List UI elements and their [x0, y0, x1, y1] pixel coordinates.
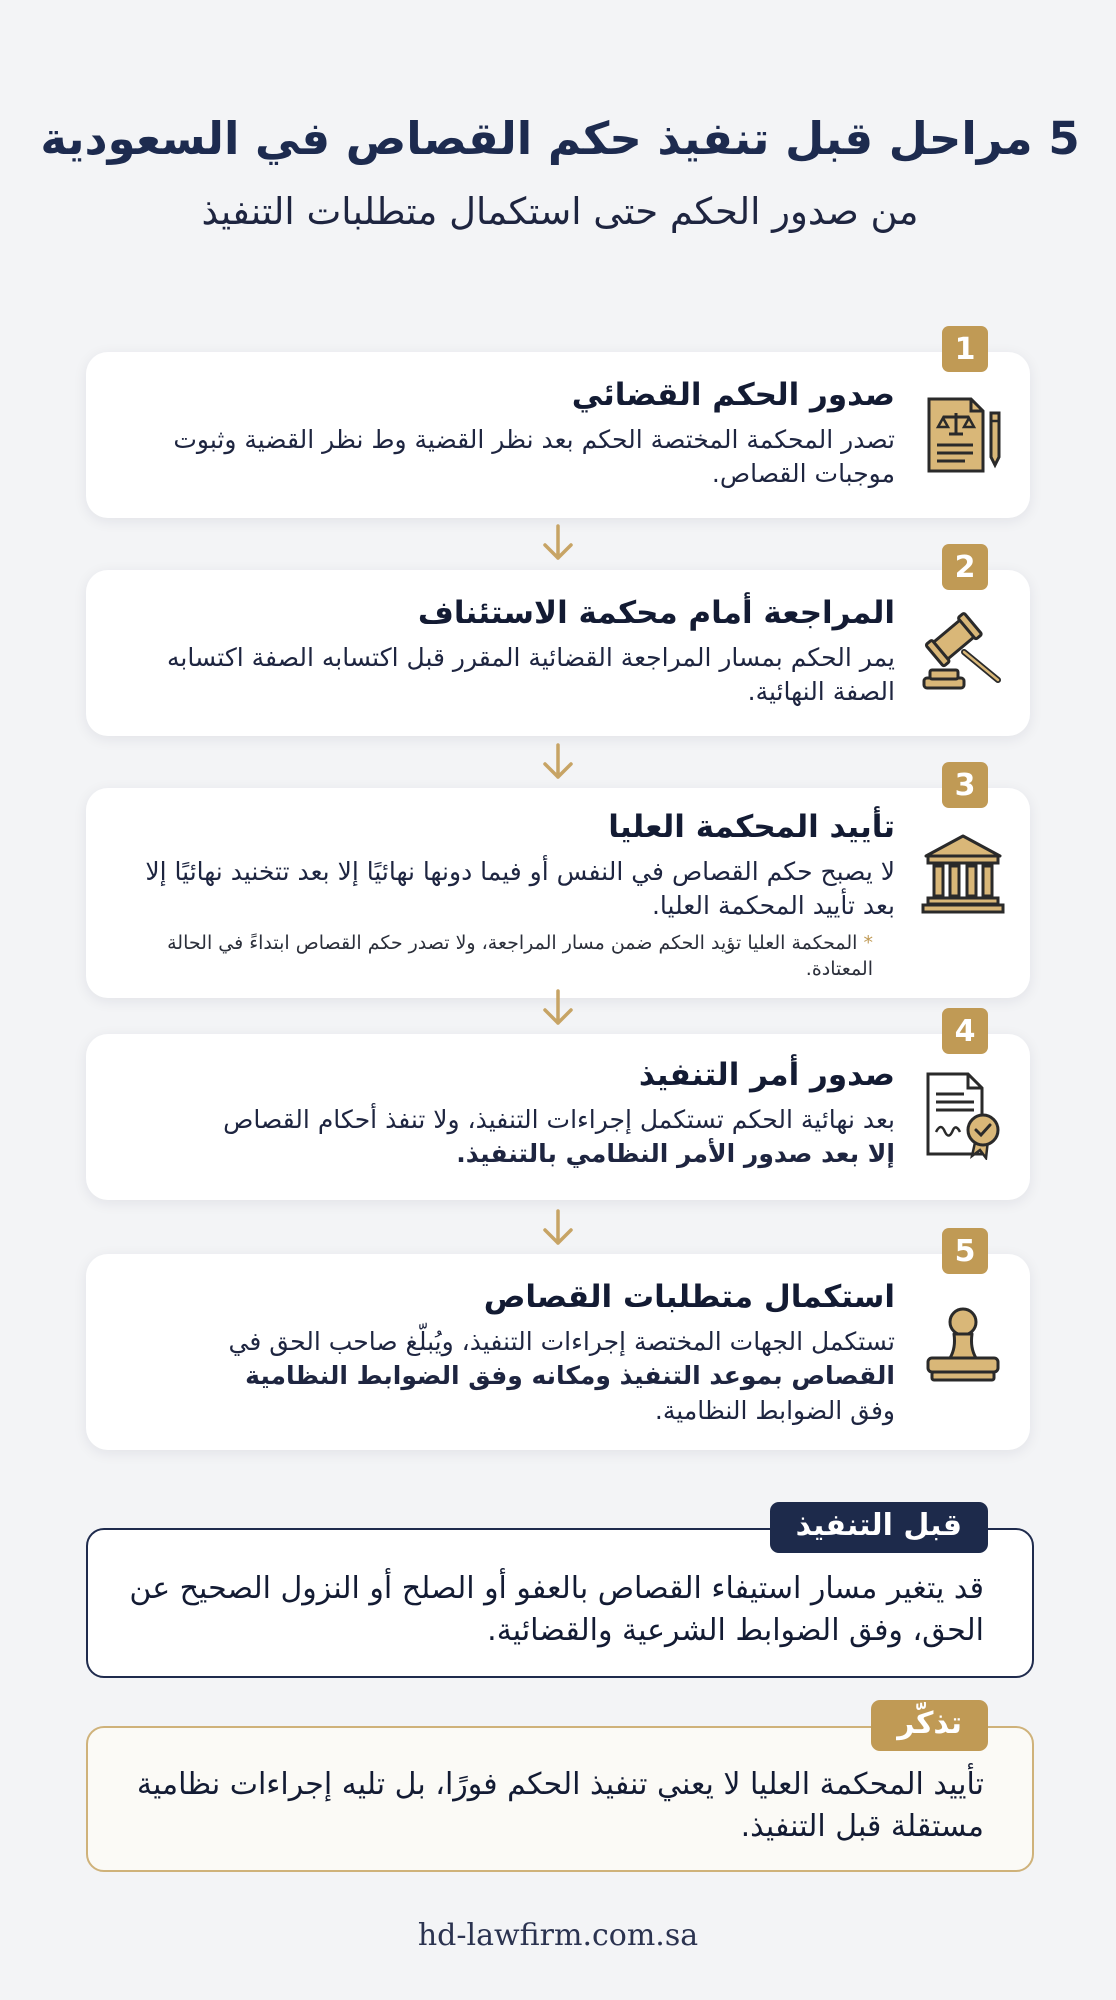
remember-tag: تذكّر [871, 1700, 988, 1751]
before-execution-tag: قبل التنفيذ [770, 1502, 988, 1553]
step-description-end: وفق الضوابط النظامية. [654, 1395, 895, 1425]
step-number-badge: 4 [942, 1008, 988, 1054]
step-description-text: بعد نهائية الحكم تستكمل إجراءات التنفيذ، ولا تنفذ أحكام القصاص [223, 1104, 895, 1134]
step-number-badge: 1 [942, 326, 988, 372]
step-description: يمر الحكم بمسار المراجعة القضائية المقرر قبل اكتسابه الصفة اكتسابه الصفة النهائية. [167, 642, 895, 707]
arrow-down-icon [538, 988, 578, 1028]
step-number-badge: 3 [942, 762, 988, 808]
before-execution-text: قد يتغير مسار استيفاء القصاص بالعفو أو الصلح أو النزول الصحيح عن الحق، وفق الضوابط الشرعية والقضائية. [129, 1571, 984, 1648]
step-description-bold: القصاص بموعد التنفيذ ومكانه وفق الضوابط النظامية [245, 1361, 895, 1391]
arrow-down-icon [538, 1208, 578, 1248]
step-card-1 [86, 331, 1030, 518]
before-execution-box [86, 1508, 1034, 1678]
step-footnote [126, 930, 895, 983]
step-description-text: تستكمل الجهات المختصة إجراءات التنفيذ، ويُبلّغ صاحب الحق في [228, 1326, 895, 1356]
step-card-5 [86, 1233, 1030, 1450]
gavel-icon [920, 610, 1006, 696]
step-title: استكمال متطلبات القصاص [483, 1279, 895, 1315]
remember-box [86, 1706, 1034, 1872]
step-description [126, 1103, 895, 1172]
step-description: تصدر المحكمة المختصة الحكم بعد نظر القضية وط نظر القضية وثبوت موجبات القصاص. [173, 424, 895, 489]
arrow-down-icon [538, 742, 578, 782]
step-number-badge: 5 [942, 1228, 988, 1274]
certified-document-icon [920, 1072, 1006, 1158]
page-title: 5 مراحل قبل تنفيذ حكم القصاص في السعودية [40, 112, 1080, 165]
footnote-text: المحكمة العليا تؤيد الحكم ضمن مسار المراجعة، ولا تصدر حكم القصاص ابتداءً في الحالة المعتادة. [167, 931, 873, 981]
step-description [126, 1325, 895, 1429]
remember-text: تأييد المحكمة العليا لا يعني تنفيذ الحكم فورًا، بل تليه إجراءات نظامية مستقلة قبل التنفيذ. [136, 1767, 984, 1844]
step-number-badge: 2 [942, 544, 988, 590]
step-title: صدور أمر التنفيذ [638, 1057, 895, 1093]
legal-document-scales-icon [920, 392, 1006, 478]
website-link[interactable]: hd-lawfirm.com.sa [417, 1918, 699, 1953]
court-building-icon [920, 830, 1006, 916]
arrow-down-icon [538, 523, 578, 563]
stamp-icon [920, 1304, 1006, 1390]
page-subtitle: من صدور الحكم حتى استكمال متطلبات التنفيذ [201, 190, 919, 233]
step-description: لا يصبح حكم القصاص في النفس أو فيما دونها نهائيًا إلا بعد تتخنيد نهائيًا إلا بعد تأييد المحكمة العليا. [145, 856, 895, 921]
step-title: تأييد المحكمة العليا [608, 809, 895, 845]
step-title: المراجعة أمام محكمة الاستئناف [417, 595, 895, 631]
step-card-4 [86, 1013, 1030, 1200]
step-card-2 [86, 549, 1030, 736]
footnote-star: * [863, 931, 873, 954]
step-card-3 [86, 767, 1030, 998]
step-title: صدور الحكم القضائي [571, 377, 895, 413]
step-description-bold: إلا بعد صدور الأمر النظامي بالتنفيذ. [456, 1139, 895, 1169]
